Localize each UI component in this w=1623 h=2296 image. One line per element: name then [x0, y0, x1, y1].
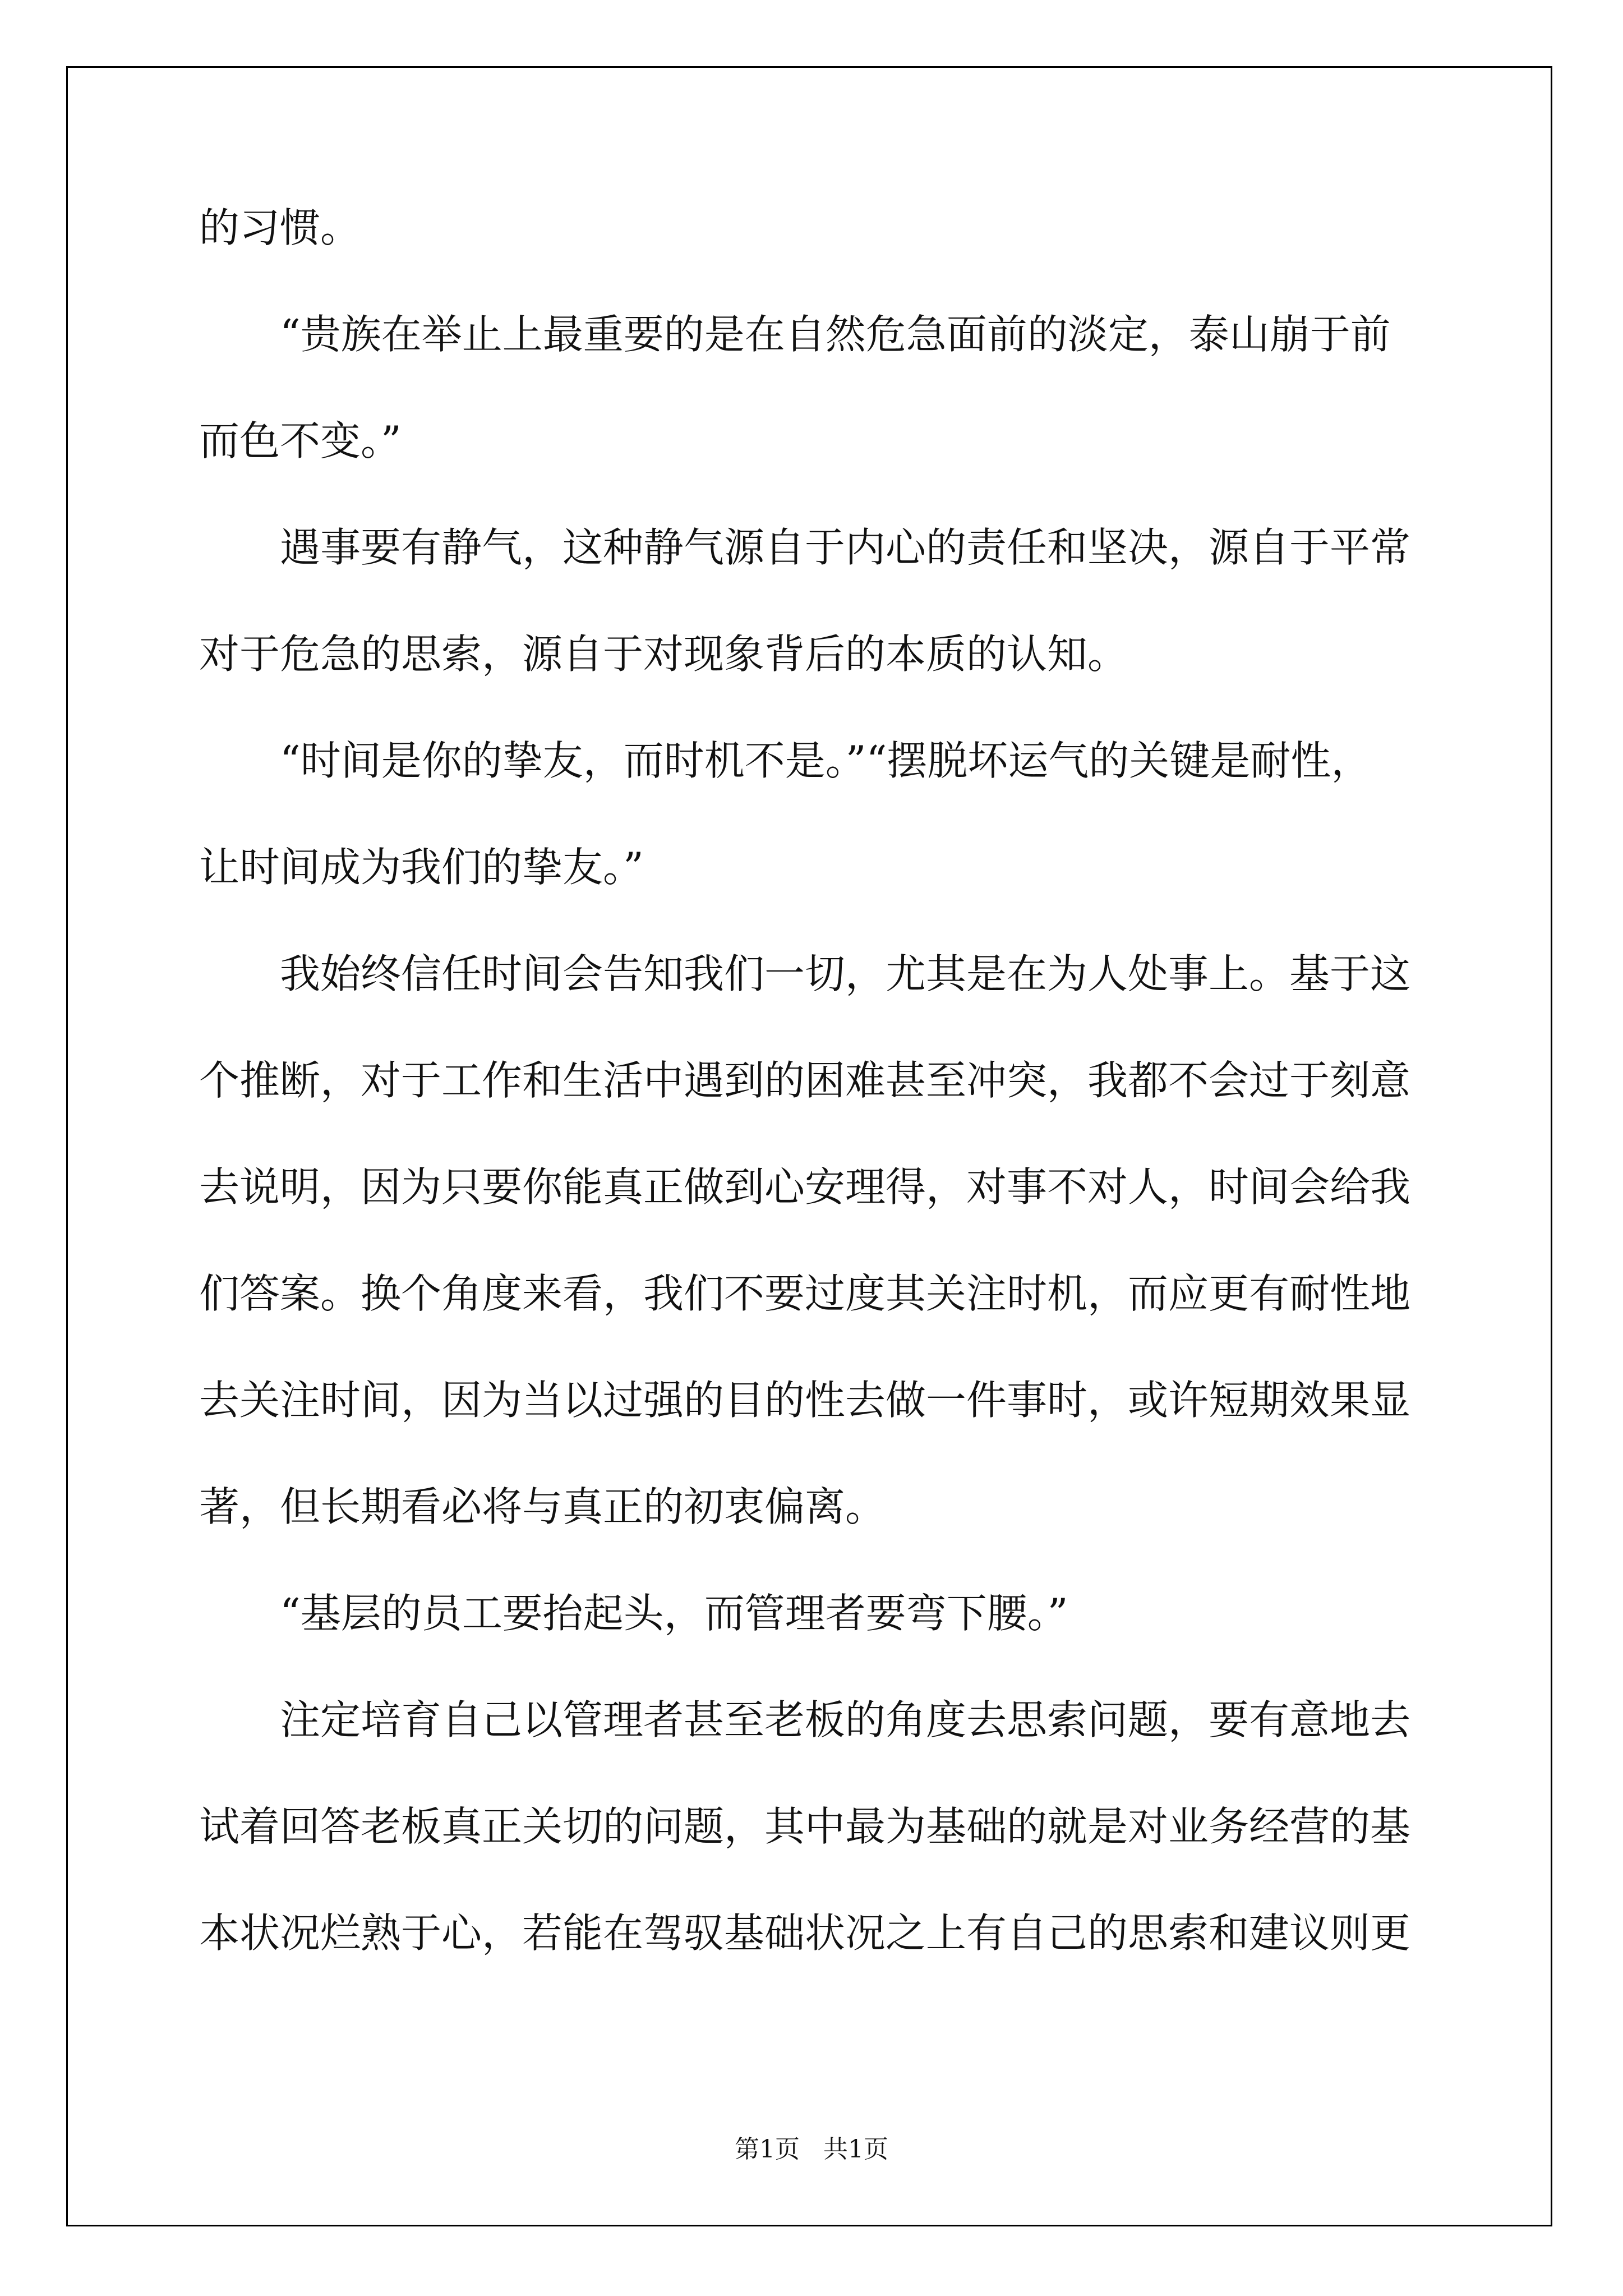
text-line: 们答案。换个角度来看，我们不要过度其关注时机，而应更有耐性地	[199, 1270, 1411, 1317]
text-line: 去关注时间，因为当以过强的目的性去做一件事时，或许短期效果显	[199, 1377, 1411, 1424]
text-line: “基层的员工要抬起头，而管理者要弯下腰。”	[280, 1590, 1068, 1637]
text-line: “时间是你的挚友，而时机不是。”“摆脱坏运气的关键是耐性，	[280, 737, 1372, 784]
text-line: 著，但长期看必将与真正的初衷偏离。	[199, 1483, 886, 1530]
text-line: 让时间成为我们的挚友。”	[199, 844, 644, 891]
text-line: 而色不变。”	[199, 417, 402, 464]
text-line: 我始终信任时间会告知我们一切，尤其是在为人处事上。基于这	[280, 950, 1411, 997]
text-line: 去说明，因为只要你能真正做到心安理得，对事不对人，时间会给我	[199, 1163, 1411, 1211]
text-line: 个推断，对于工作和生活中遇到的困难甚至冲突，我都不会过于刻意	[199, 1057, 1411, 1104]
text-line: 对于危急的思索，源自于对现象背后的本质的认知。	[199, 631, 1128, 678]
page-border	[66, 66, 1552, 2226]
text-line: 的习惯。	[199, 204, 361, 251]
text-line: “贵族在举止上最重要的是在自然危急面前的淡定，泰山崩于前	[280, 311, 1391, 358]
text-line: 本状况烂熟于心，若能在驾驭基础状况之上有自己的思索和建议则更	[199, 1910, 1411, 1957]
page-number-footer: 第1页 共1页	[735, 2135, 888, 2164]
text-line: 注定培育自己以管理者甚至老板的角度去思索问题，要有意地去	[280, 1696, 1411, 1743]
text-line: 遇事要有静气，这种静气源自于内心的责任和坚决，源自于平常	[280, 524, 1411, 571]
text-line: 试着回答老板真正关切的问题，其中最为基础的就是对业务经营的基	[199, 1803, 1411, 1850]
